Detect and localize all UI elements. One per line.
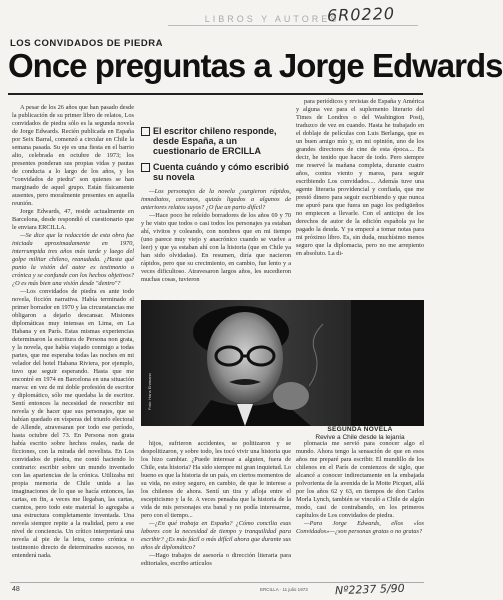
section-label: LIBROS Y AUTORES (204, 14, 340, 24)
deck-item-text: Cuenta cuándo y cómo escribió su novela (153, 162, 290, 182)
column-2-top (141, 188, 291, 300)
page-number: 48 (12, 586, 20, 593)
question: —Los personajes de la novela ¿surgieron rápidos, inmediatos, cercanos, quizás ligados a algunos de anteriores relatos suyos? ¿O fue un parto difícil? (141, 188, 291, 211)
caption-text: Revive a Chile desde la lejanía (315, 433, 405, 441)
answer: hijos, sufrieron accidentes, se politizaron y se despolitizaron, y sobre todo, les tocó vivir una historia que los hizo cambiar. ¿Puede interesar a alguien, fuera de Chile, esta historia? Ha sido siempre mi gran inquietud. Lo bueno es que la historia de un país, en ciertos momentos de su vida, no estoy seguro, en cambio, de que le interese a los chilenos de ahora. Sentí un tira y afloja entre el escepticismo y la fe. A veces pensaba que la historia de la vida de mis personajes era banal y no podía interesarme, pero con el tiempo... (141, 440, 291, 519)
deck-item-text: El escritor chileno responde, desde España, a un cuestionario de ERCILLA (153, 126, 277, 156)
answer: plomacia me servió para conocer algo el mundo. Ahora tengo la sensación de que en esos años me preparé para escribir. El mundillo de los chilenos en el París de comienzos de siglo, que alcancé a conocer indirectamente en la embajada polvorienta de la avenida de la Motte Picquet, allá por los años 62 y 63, en tiempos de don Carlos Morla Lynch, también se vinculó a Chile de algún modo, casi de contrabando, en los primeros capítulos de Los convidados de piedra. (296, 440, 424, 519)
answer: —Hace poco he releído borradores de los años 69 y 70 y he visto que todos o casi todos los personajes ya estaban ahí, vivitos y coleando, con nombres que en mi tiempo (uno parece muy viejo y anacrónico cuando se vuelve a leer) y que ya estaban ahí con la historia (que en Chile ya han sido olvidadas). En resumen, diría que nacieron rápidos, pero que su crecimiento, en cambio, fue lento y a veces dificultoso. Atravesaron largos años, les sucedieron muchas cosas, tuvieron (141, 212, 291, 283)
question: —Se dice que la redacción de esta obra fue iniciada aproximadamente en 1970, interrumpida tres años más tarde y luego del golpe militar chileno, reanudada. ¿Hasta qué punto la visión del autor es testimonio o crónica y se confunde con los hechos objetivos? ¿O es más bien una visión desde "dentro"? (12, 232, 134, 287)
photo-caption (296, 426, 424, 441)
handwritten-reference-top: 6R0220 (326, 3, 396, 26)
column-2-bottom (141, 440, 291, 578)
author-portrait-image (141, 300, 424, 426)
handwritten-reference-bottom: Nº2237 5/90 (334, 581, 405, 598)
section-rule (168, 25, 418, 26)
footer-source: ERCILLA · 11 julio 1973 (260, 587, 308, 592)
kicker: LOS CONVIDADOS DE PIEDRA (10, 38, 163, 49)
deck (141, 126, 293, 188)
headline-rule (8, 93, 423, 95)
paragraph: para periódicos y revistas de España y América y alguna vez para el suplemento literario del Times de Londres o del Washington Post), traduzco de vez en cuando. Hasta he trabajado en el doblaje de películas con Luis Berlanga, que es un buen amigo mío y, en mi opinión, uno de los grandes directores de cine de esta época.... Es decir, he tenido que hacer de todo. Pero siempre me reservé la mañana completa, durante cuatro años, contra viento y marea, para seguir escribiendo Los convidados.... Además tuve una agente literaria providencial y confiada, que me prestó dinero para seguir escribiendo y que nunca me apuró para que fuera un pago los pedigüeños no empiecen a llevarle. Con el anticipo de los derechos de autor de la edición española ya he pagado la deuda. Y ya empecé a tomar notas para mi próximo libro. Es, sin duda, muchísimo menos seguro que la diplomacia, pero no me arrepiento en absoluto. La di- (296, 98, 424, 257)
paragraph: Jorge Edwards, 47, reside actualmente en Barcelona, desde respondió el cuestionario que le enviara ERCILLA. (12, 208, 134, 231)
paragraph: A pesar de los 26 años que han pasado desde la publicación de su primer libro de relatos, Los convidados de piedra sólo es la segunda novela de Jorge Edwards. Recién publicada en España por Seix Barral, comenzó a circular en Chile la semana pasada. Su eje es una fiesta en el barrio alto, celebrada en octubre de 1973; los presentes ponderan sus propias vidas y pautas de conducta a lo largo de los años, y los "convidados de piedra" son quienes se han marginado de aquel grupo. Están físicamente ausentes, pero moralmente presentes en aquella reunión. (12, 104, 134, 207)
column-3-bottom (296, 440, 424, 578)
deck-item (141, 126, 293, 156)
answer: —Hago trabajos de asesoría o dirección literaria para editoriales, escribo artículos (141, 552, 291, 567)
square-bullet-icon (141, 163, 150, 172)
photo-credit: Foto: Hans Ehrmann (147, 373, 152, 410)
answer: —Los convidados de piedra es ante todo novela, ficción narrativa. Había terminado el primer borrador en 1970 y las circunstancias me obligaron a dejarlo descansar. Misiones diplomáticas muy intensas en Lima, en La Habana y en París. Estas mismas experiencias determinaron la escritura de Persona non grata, y la novela, que había viajado conmigo a todas partes, que me esperaba todas las noches en mi velador del hotel Habana Riviera, por ejemplo, tuvo que seguir esperando. Hasta que me encontré en 1974 en Barcelona en una situación nueva: en vez de mi doble profesión de escritor y diplomático, sólo me quedaba la de escritor. Sentí entonces la necesidad de reescribir mi novela y de hacer que sus personajes, que se habían quedado en vísperas del triunfo electoral de Allende, atravesaran por todo ese período, hasta octubre del 73. En Persona non grata había escrito sobre hechos reales, nada de ficciones, con la mirada del novelista. En Los convidados de piedra, me contó haciendo lo contrario: escribir sobre un mundo inventado con las apariencias de la crónica. Utilizaba mi propia memoria de Chile unida a las imaginaciones de lo que se hacía entonces, las cartas, en fin, a veces me llegaban, las cartas, cuentos, pero todo este material lo agregaba a una estructura completamente inventada. Una novela siempre repite a la realidad, pero a ese nivel de conciencia. Un crítico interpretará una novela al pie de la letra, como crónica o testimonio directo de determinados sucesos, no entenderá nada. (12, 288, 134, 559)
author-photo (141, 300, 424, 426)
square-bullet-icon (141, 127, 150, 136)
caption-title: SEGUNDA NOVELA (327, 426, 393, 433)
column-3-top (296, 98, 424, 300)
question: —Para Jorge Edwards, ellos «los Convidados»—¿son personas gratas o no gratas? (296, 520, 424, 535)
column-1 (12, 104, 134, 578)
question: —¿En qué trabaja en España? ¿Cómo concilia esas labores con la necesidad de tiempo y tranquilidad para escribir? ¿Es más fácil o más difícil ahora que durante sus años de diplomático? (141, 520, 291, 551)
deck-item (141, 162, 293, 182)
headline: Once preguntas a Jorge Edwards (8, 47, 503, 84)
